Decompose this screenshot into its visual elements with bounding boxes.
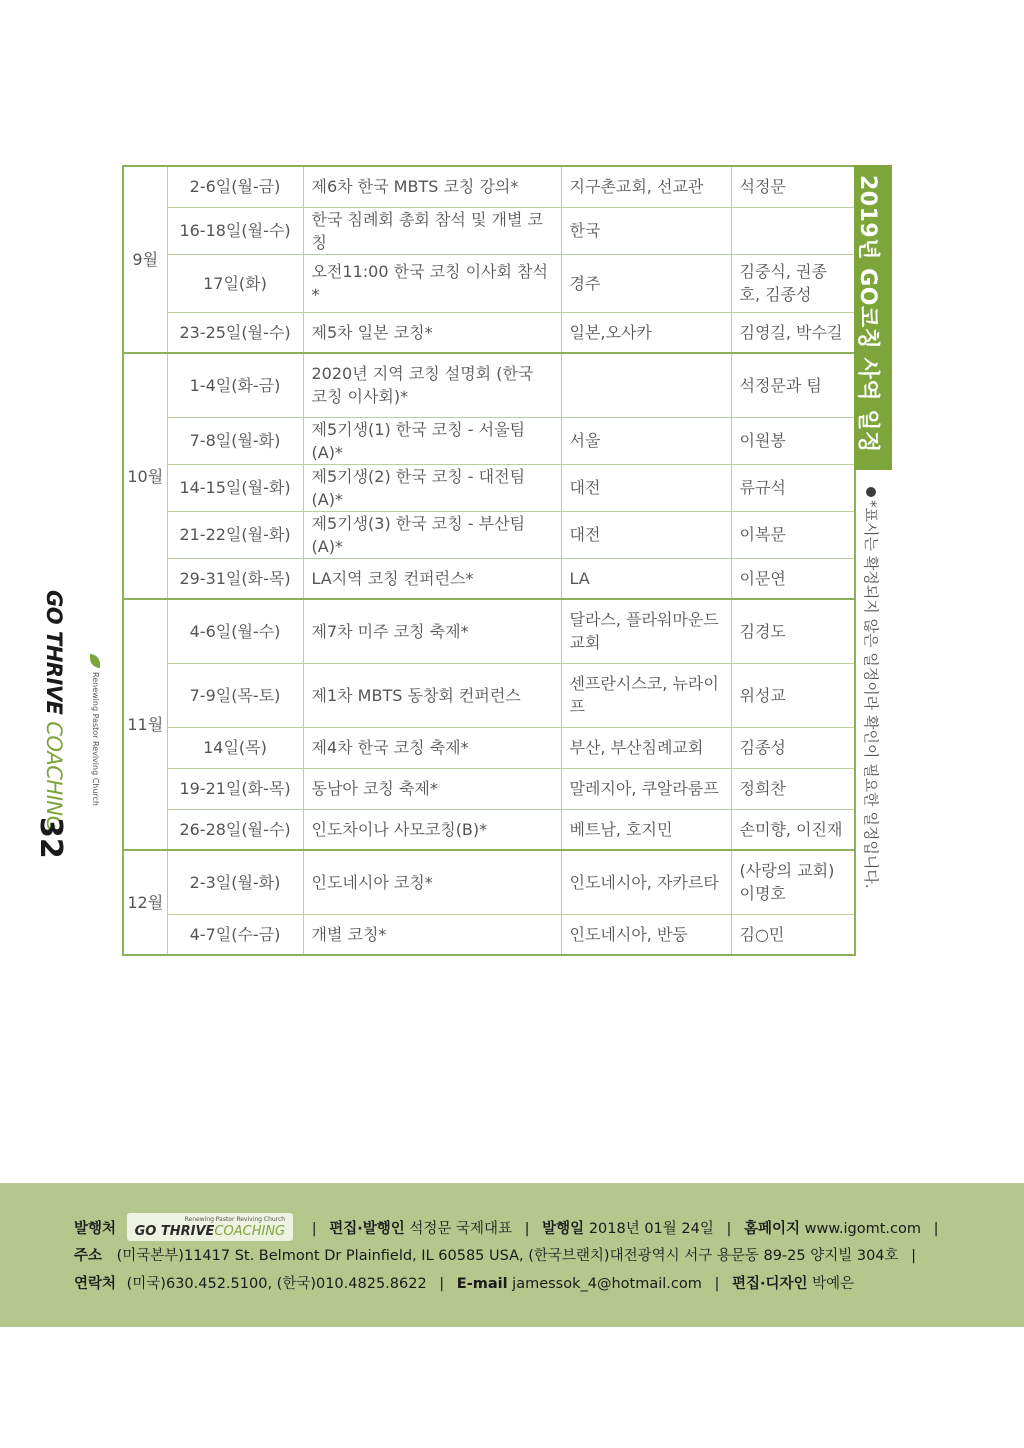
person-cell <box>731 207 855 254</box>
date-cell: 7-8일(월-화) <box>167 417 303 464</box>
side-logo <box>34 590 100 832</box>
person-cell: 석정문과 팀 <box>731 353 855 417</box>
date-cell: 23-25일(월-수) <box>167 312 303 353</box>
table-row <box>123 464 855 511</box>
event-cell: 제5기생(3) 한국 코칭 - 부산팀(A)* <box>303 511 561 558</box>
date-cell: 26-28일(월-수) <box>167 809 303 850</box>
footer-line-1: 발행처 Renewing Pastor Reviving Church GO THRIVECOACHING | 편집·발행인 석정문 국제대표 | 발행일 2018년 01월 24일 | 홈페이지 www.igomt.com | <box>74 1215 946 1243</box>
place-cell: 서울 <box>561 417 731 464</box>
table-row <box>123 417 855 464</box>
date-cell: 29-31일(화-목) <box>167 558 303 599</box>
date-cell: 7-9일(목-토) <box>167 663 303 727</box>
table-row <box>123 353 855 417</box>
event-cell: 제5기생(1) 한국 코칭 - 서울팀(A)* <box>303 417 561 464</box>
month-label: 9월 <box>123 166 167 353</box>
date-cell: 2-6일(월-금) <box>167 166 303 207</box>
date-cell: 14일(목) <box>167 727 303 768</box>
event-cell: 제4차 한국 코칭 축제* <box>303 727 561 768</box>
person-cell: 위성교 <box>731 663 855 727</box>
place-cell: 인도네시아, 반둥 <box>561 914 731 955</box>
person-cell: 김중식, 권종호, 김종성 <box>731 254 855 312</box>
colophon-footer <box>0 1183 1024 1327</box>
place-cell: 대전 <box>561 511 731 558</box>
person-cell: 김경도 <box>731 599 855 663</box>
event-cell: 제6차 한국 MBTS 코칭 강의* <box>303 166 561 207</box>
place-cell: 부산, 부산침례교회 <box>561 727 731 768</box>
leaf-icon <box>90 654 100 668</box>
table-row <box>123 727 855 768</box>
date-cell: 4-6일(월-수) <box>167 599 303 663</box>
place-cell: 일본,오사카 <box>561 312 731 353</box>
place-cell: 한국 <box>561 207 731 254</box>
footer-logo: Renewing Pastor Reviving Church GO THRIVECOACHING <box>127 1213 293 1241</box>
person-cell: 이복문 <box>731 511 855 558</box>
table-row <box>123 768 855 809</box>
place-cell: 인도네시아, 자카르타 <box>561 850 731 914</box>
schedule-table <box>122 165 856 956</box>
person-cell: 석정문 <box>731 166 855 207</box>
event-cell: 동남아 코칭 축제* <box>303 768 561 809</box>
person-cell: (사랑의 교회) 이명호 <box>731 850 855 914</box>
event-cell: 제5차 일본 코칭* <box>303 312 561 353</box>
place-cell: 말레지아, 쿠알라룸프 <box>561 768 731 809</box>
person-cell: 정희찬 <box>731 768 855 809</box>
side-logo-wordmark: GO THRIVE COACHING <box>42 590 66 832</box>
table-row <box>123 511 855 558</box>
person-cell: 손미향, 이진재 <box>731 809 855 850</box>
footer-line-3: 연락처 (미국)630.452.5100, (한국)010.4825.8622 | E-mail jamessok_4@hotmail.com | 편집·디자인 박예은 <box>74 1276 855 1292</box>
bullet-icon <box>866 487 876 497</box>
date-cell: 1-4일(화-금) <box>167 353 303 417</box>
person-cell: 김○민 <box>731 914 855 955</box>
date-cell: 2-3일(월-화) <box>167 850 303 914</box>
date-cell: 16-18일(월-수) <box>167 207 303 254</box>
schedule-title: 2019년 GO코칭 사역 일정 <box>855 175 880 453</box>
event-cell: 인도네시아 코칭* <box>303 850 561 914</box>
person-cell: 김종성 <box>731 727 855 768</box>
date-cell: 19-21일(화-목) <box>167 768 303 809</box>
table-row <box>123 312 855 353</box>
table-row <box>123 914 855 955</box>
table-row <box>123 809 855 850</box>
place-cell: 센프란시스코, 뉴라이프 <box>561 663 731 727</box>
table-row <box>123 599 855 663</box>
table-row <box>123 207 855 254</box>
place-cell: 대전 <box>561 464 731 511</box>
date-cell: 17일(화) <box>167 254 303 312</box>
event-cell: 오전11:00 한국 코칭 이사회 참석* <box>303 254 561 312</box>
footer-line-2: 주소 (미국본부)11417 St. Belmont Dr Plainfield, IL 60585 USA, (한국브랜치)대전광역시 서구 용문동 89-25 양지빌 304호 | <box>74 1248 917 1264</box>
person-cell: 이문연 <box>731 558 855 599</box>
event-cell: 인도차이나 사모코칭(B)* <box>303 809 561 850</box>
person-cell: 이원봉 <box>731 417 855 464</box>
event-cell: 2020년 지역 코칭 설명회 (한국 코칭 이사회)* <box>303 353 561 417</box>
place-cell <box>561 353 731 417</box>
table-row <box>123 850 855 914</box>
table-row <box>123 663 855 727</box>
event-cell: 제7차 미주 코칭 축제* <box>303 599 561 663</box>
month-label: 12월 <box>123 850 167 955</box>
event-cell: LA지역 코칭 컨퍼런스* <box>303 558 561 599</box>
event-cell: 개별 코칭* <box>303 914 561 955</box>
place-cell: 베트남, 호지민 <box>561 809 731 850</box>
event-cell: 제5기생(2) 한국 코칭 - 대전팀(A)* <box>303 464 561 511</box>
place-cell: LA <box>561 558 731 599</box>
event-cell: 한국 침례회 총회 참석 및 개별 코칭 <box>303 207 561 254</box>
schedule-note-text: *표시는 확정되지 않은 일정이라 확인이 필요한 일정입니다. <box>862 500 880 889</box>
date-cell: 4-7일(수-금) <box>167 914 303 955</box>
event-cell: 제1차 MBTS 동창회 컨퍼런스 <box>303 663 561 727</box>
month-label: 11월 <box>123 599 167 850</box>
homepage-link[interactable]: www.igomt.com <box>804 1221 921 1237</box>
place-cell: 지구촌교회, 선교관 <box>561 166 731 207</box>
place-cell: 경주 <box>561 254 731 312</box>
month-label: 10월 <box>123 353 167 599</box>
date-cell: 14-15일(월-화) <box>167 464 303 511</box>
place-cell: 달라스, 플라워마운드 교회 <box>561 599 731 663</box>
side-logo-tagline: Renewing Pastor Reviving Church <box>91 672 100 807</box>
table-row <box>123 254 855 312</box>
person-cell: 류규석 <box>731 464 855 511</box>
table-row <box>123 166 855 207</box>
person-cell: 김영길, 박수길 <box>731 312 855 353</box>
schedule-title-banner <box>854 165 892 470</box>
date-cell: 21-22일(월-화) <box>167 511 303 558</box>
table-row <box>123 558 855 599</box>
email-link[interactable]: jamessok_4@hotmail.com <box>512 1276 702 1292</box>
